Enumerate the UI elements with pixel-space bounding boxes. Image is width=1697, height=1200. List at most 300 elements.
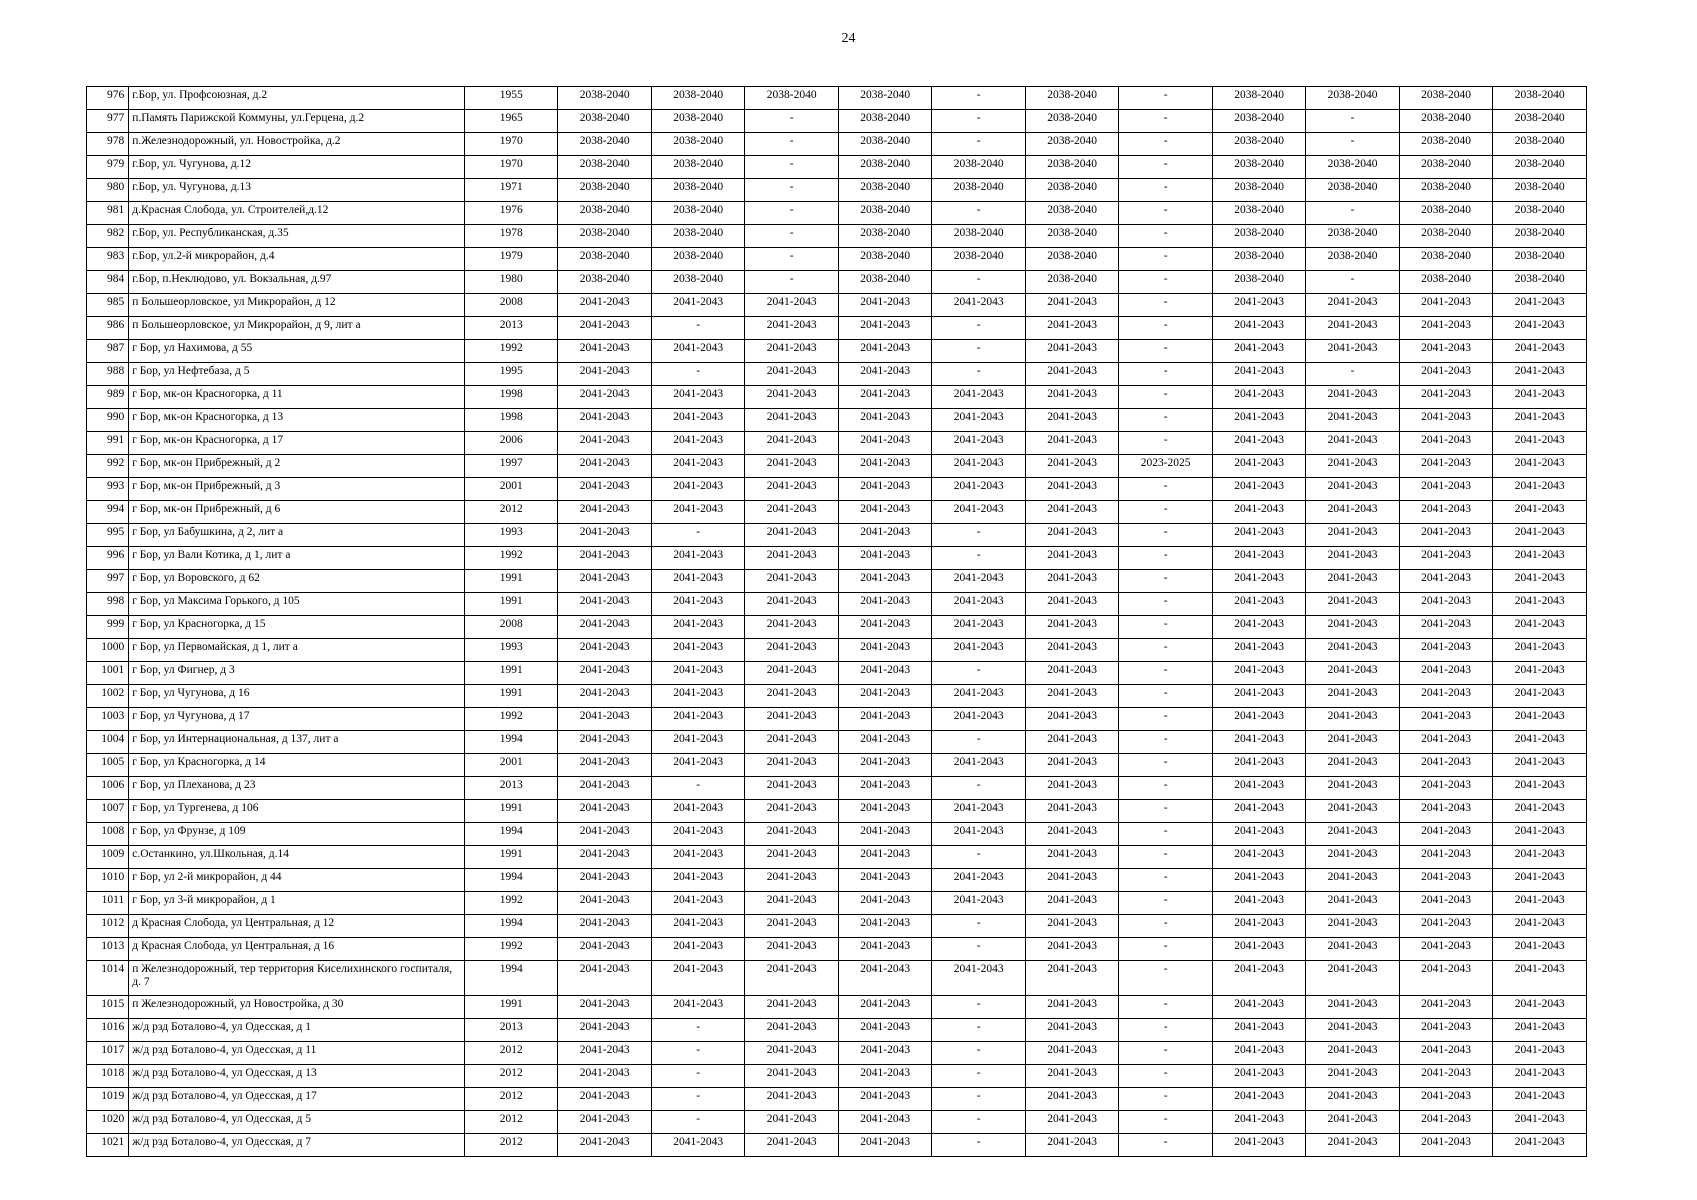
work-period-cell: 2041-2043 [1025, 593, 1118, 616]
work-period-cell: 2041-2043 [932, 616, 1025, 639]
work-period-cell: 2041-2043 [1493, 662, 1587, 685]
year-built-cell: 1994 [465, 823, 558, 846]
work-period-cell: - [1119, 1134, 1212, 1157]
work-period-cell: 2041-2043 [558, 662, 651, 685]
work-period-cell: 2038-2040 [1493, 87, 1587, 110]
address-cell: п.Память Парижской Коммуны, ул.Герцена, д.2 [129, 110, 465, 133]
table-row [87, 777, 1587, 800]
work-period-cell: 2041-2043 [838, 386, 931, 409]
work-period-cell: 2041-2043 [1025, 731, 1118, 754]
address-cell: д Красная Слобода, ул Центральная, д 16 [129, 938, 465, 961]
year-built-cell: 2012 [465, 1134, 558, 1157]
work-period-cell: 2041-2043 [1212, 639, 1305, 662]
work-period-cell: 2041-2043 [1306, 340, 1399, 363]
address-cell: п Большеорловское, ул Микрорайон, д 12 [129, 294, 465, 317]
table-row [87, 869, 1587, 892]
work-period-cell: 2041-2043 [651, 961, 744, 996]
work-period-cell: 2041-2043 [1399, 616, 1492, 639]
work-period-cell: 2041-2043 [838, 777, 931, 800]
row-number-cell: 987 [87, 340, 129, 363]
work-period-cell: 2041-2043 [651, 708, 744, 731]
work-period-cell: - [932, 996, 1025, 1019]
work-period-cell: 2041-2043 [1493, 1019, 1587, 1042]
work-period-cell: - [1119, 271, 1212, 294]
table-row [87, 708, 1587, 731]
work-period-cell: 2038-2040 [1493, 271, 1587, 294]
work-period-cell: - [1119, 708, 1212, 731]
work-period-cell: 2041-2043 [558, 892, 651, 915]
work-period-cell: - [1119, 133, 1212, 156]
work-period-cell: 2038-2040 [1399, 248, 1492, 271]
work-period-cell: 2038-2040 [558, 133, 651, 156]
row-number-cell: 1019 [87, 1088, 129, 1111]
work-period-cell: 2041-2043 [838, 996, 931, 1019]
work-period-cell: 2041-2043 [1025, 823, 1118, 846]
work-period-cell: 2041-2043 [1493, 846, 1587, 869]
work-period-cell: 2041-2043 [1212, 1088, 1305, 1111]
work-period-cell: 2041-2043 [1025, 455, 1118, 478]
table-row [87, 570, 1587, 593]
row-number-cell: 1015 [87, 996, 129, 1019]
work-period-cell: 2041-2043 [558, 363, 651, 386]
work-period-cell: 2038-2040 [932, 225, 1025, 248]
year-built-cell: 2006 [465, 432, 558, 455]
row-number-cell: 995 [87, 524, 129, 547]
work-period-cell: 2038-2040 [838, 202, 931, 225]
work-period-cell: 2041-2043 [745, 996, 838, 1019]
work-period-cell: 2041-2043 [838, 363, 931, 386]
table-row [87, 363, 1587, 386]
page-number: 24 [841, 31, 856, 46]
address-cell: ж/д рзд Боталово-4, ул Одесская, д 13 [129, 1065, 465, 1088]
year-built-cell: 1991 [465, 996, 558, 1019]
table-row [87, 524, 1587, 547]
work-period-cell: - [1119, 1065, 1212, 1088]
work-period-cell: 2038-2040 [1025, 271, 1118, 294]
work-period-cell: 2041-2043 [745, 639, 838, 662]
year-built-cell: 2012 [465, 1088, 558, 1111]
work-period-cell: 2041-2043 [558, 823, 651, 846]
work-period-cell: 2041-2043 [745, 340, 838, 363]
work-period-cell: 2041-2043 [1399, 455, 1492, 478]
work-period-cell: 2038-2040 [558, 179, 651, 202]
year-built-cell: 2012 [465, 1065, 558, 1088]
work-period-cell: - [1119, 225, 1212, 248]
work-period-cell: - [1119, 938, 1212, 961]
work-period-cell: 2041-2043 [1306, 1088, 1399, 1111]
work-period-cell: 2041-2043 [1493, 570, 1587, 593]
work-period-cell: 2041-2043 [1306, 915, 1399, 938]
work-period-cell: 2041-2043 [838, 915, 931, 938]
work-period-cell: 2038-2040 [1025, 133, 1118, 156]
address-cell: г Бор, ул Красногорка, д 15 [129, 616, 465, 639]
work-period-cell: 2041-2043 [651, 754, 744, 777]
work-period-cell: 2041-2043 [1399, 409, 1492, 432]
row-number-cell: 1018 [87, 1065, 129, 1088]
work-period-cell: 2041-2043 [932, 455, 1025, 478]
work-period-cell: 2038-2040 [1493, 202, 1587, 225]
work-period-cell: - [1119, 110, 1212, 133]
work-period-cell: 2041-2043 [1399, 432, 1492, 455]
work-period-cell: 2041-2043 [651, 1134, 744, 1157]
work-period-cell: 2041-2043 [1399, 846, 1492, 869]
work-period-cell: 2041-2043 [558, 1065, 651, 1088]
work-period-cell: 2041-2043 [1025, 800, 1118, 823]
building-schedule-table [86, 86, 1587, 1157]
work-period-cell: 2041-2043 [745, 570, 838, 593]
year-built-cell: 1998 [465, 409, 558, 432]
work-period-cell: 2041-2043 [1025, 1088, 1118, 1111]
work-period-cell: 2038-2040 [1025, 87, 1118, 110]
row-number-cell: 1012 [87, 915, 129, 938]
address-cell: г Бор, ул Красногорка, д 14 [129, 754, 465, 777]
work-period-cell: 2041-2043 [1025, 754, 1118, 777]
work-period-cell: 2041-2043 [1399, 1065, 1492, 1088]
work-period-cell: - [1306, 133, 1399, 156]
row-number-cell: 977 [87, 110, 129, 133]
work-period-cell: - [1119, 731, 1212, 754]
work-period-cell: 2041-2043 [838, 478, 931, 501]
work-period-cell: 2041-2043 [1399, 1134, 1492, 1157]
work-period-cell: 2041-2043 [1212, 1065, 1305, 1088]
year-built-cell: 1955 [465, 87, 558, 110]
row-number-cell: 997 [87, 570, 129, 593]
work-period-cell: - [1119, 1111, 1212, 1134]
work-period-cell: 2041-2043 [1025, 685, 1118, 708]
work-period-cell: - [932, 133, 1025, 156]
work-period-cell: 2041-2043 [1306, 501, 1399, 524]
work-period-cell: 2041-2043 [1306, 1019, 1399, 1042]
work-period-cell: - [1119, 340, 1212, 363]
work-period-cell: 2041-2043 [651, 294, 744, 317]
work-period-cell: - [1119, 1019, 1212, 1042]
work-period-cell: 2041-2043 [932, 501, 1025, 524]
work-period-cell: 2041-2043 [1212, 777, 1305, 800]
work-period-cell: 2041-2043 [838, 593, 931, 616]
work-period-cell: 2041-2043 [651, 869, 744, 892]
work-period-cell: 2041-2043 [558, 294, 651, 317]
work-period-cell: 2041-2043 [745, 524, 838, 547]
work-period-cell: - [651, 317, 744, 340]
work-period-cell: 2041-2043 [558, 386, 651, 409]
work-period-cell: 2041-2043 [1025, 915, 1118, 938]
row-number-cell: 1004 [87, 731, 129, 754]
work-period-cell: 2041-2043 [1493, 386, 1587, 409]
table-row [87, 248, 1587, 271]
work-period-cell: 2041-2043 [1493, 340, 1587, 363]
work-period-cell: 2041-2043 [558, 754, 651, 777]
work-period-cell: 2038-2040 [1399, 133, 1492, 156]
work-period-cell: 2041-2043 [651, 478, 744, 501]
work-period-cell: 2041-2043 [838, 340, 931, 363]
work-period-cell: - [1119, 432, 1212, 455]
year-built-cell: 1994 [465, 915, 558, 938]
year-built-cell: 2001 [465, 478, 558, 501]
year-built-cell: 2012 [465, 1042, 558, 1065]
work-period-cell: 2041-2043 [651, 685, 744, 708]
work-period-cell: 2038-2040 [1212, 225, 1305, 248]
work-period-cell: 2041-2043 [558, 869, 651, 892]
work-period-cell: 2041-2043 [1306, 754, 1399, 777]
row-number-cell: 985 [87, 294, 129, 317]
row-number-cell: 1016 [87, 1019, 129, 1042]
work-period-cell: 2041-2043 [1212, 501, 1305, 524]
work-period-cell: 2041-2043 [1212, 996, 1305, 1019]
work-period-cell: 2041-2043 [1025, 869, 1118, 892]
work-period-cell: 2038-2040 [1493, 110, 1587, 133]
year-built-cell: 1992 [465, 938, 558, 961]
table-row [87, 409, 1587, 432]
work-period-cell: 2041-2043 [745, 685, 838, 708]
work-period-cell: - [745, 133, 838, 156]
work-period-cell: 2041-2043 [838, 570, 931, 593]
work-period-cell: 2038-2040 [838, 271, 931, 294]
table-row [87, 156, 1587, 179]
work-period-cell: 2041-2043 [1212, 846, 1305, 869]
work-period-cell: - [745, 156, 838, 179]
address-cell: г.Бор, ул. Чугунова, д.12 [129, 156, 465, 179]
table-row [87, 179, 1587, 202]
work-period-cell: - [1119, 846, 1212, 869]
year-built-cell: 1979 [465, 248, 558, 271]
work-period-cell: - [932, 547, 1025, 570]
work-period-cell: 2041-2043 [1306, 616, 1399, 639]
table-row [87, 1042, 1587, 1065]
address-cell: г Бор, ул Бабушкина, д 2, лит а [129, 524, 465, 547]
work-period-cell: 2041-2043 [932, 823, 1025, 846]
row-number-cell: 1000 [87, 639, 129, 662]
work-period-cell: 2038-2040 [1493, 156, 1587, 179]
work-period-cell: - [932, 846, 1025, 869]
work-period-cell: 2041-2043 [1025, 708, 1118, 731]
work-period-cell: - [932, 1065, 1025, 1088]
work-period-cell: 2041-2043 [1306, 961, 1399, 996]
table-row [87, 685, 1587, 708]
work-period-cell: - [1119, 1042, 1212, 1065]
work-period-cell: - [1306, 110, 1399, 133]
work-period-cell: 2041-2043 [1306, 1065, 1399, 1088]
row-number-cell: 992 [87, 455, 129, 478]
work-period-cell: 2041-2043 [1025, 996, 1118, 1019]
work-period-cell: 2038-2040 [558, 202, 651, 225]
work-period-cell: 2038-2040 [1025, 156, 1118, 179]
work-period-cell: 2041-2043 [932, 754, 1025, 777]
row-number-cell: 990 [87, 409, 129, 432]
row-number-cell: 978 [87, 133, 129, 156]
work-period-cell: 2041-2043 [1493, 593, 1587, 616]
table-row [87, 915, 1587, 938]
work-period-cell: 2038-2040 [1212, 133, 1305, 156]
work-period-cell: 2041-2043 [838, 662, 931, 685]
work-period-cell: - [932, 202, 1025, 225]
work-period-cell: 2041-2043 [558, 938, 651, 961]
work-period-cell: 2041-2043 [1399, 570, 1492, 593]
address-cell: г Бор, ул Вали Котика, д 1, лит а [129, 547, 465, 570]
work-period-cell: 2041-2043 [838, 1134, 931, 1157]
work-period-cell: 2041-2043 [1025, 409, 1118, 432]
work-period-cell: 2038-2040 [1306, 248, 1399, 271]
work-period-cell: 2041-2043 [932, 409, 1025, 432]
work-period-cell: 2041-2043 [1212, 478, 1305, 501]
work-period-cell: 2041-2043 [838, 685, 931, 708]
work-period-cell: 2041-2043 [932, 892, 1025, 915]
work-period-cell: 2041-2043 [1212, 685, 1305, 708]
work-period-cell: 2041-2043 [932, 593, 1025, 616]
year-built-cell: 1992 [465, 547, 558, 570]
work-period-cell: 2041-2043 [838, 455, 931, 478]
work-period-cell: 2041-2043 [1399, 915, 1492, 938]
work-period-cell: 2041-2043 [1493, 800, 1587, 823]
work-period-cell: 2041-2043 [1493, 996, 1587, 1019]
work-period-cell: 2041-2043 [1025, 1019, 1118, 1042]
work-period-cell: 2041-2043 [651, 455, 744, 478]
work-period-cell: 2041-2043 [1493, 317, 1587, 340]
work-period-cell: - [932, 271, 1025, 294]
address-cell: г Бор, ул Первомайская, д 1, лит а [129, 639, 465, 662]
year-built-cell: 2008 [465, 294, 558, 317]
work-period-cell: 2041-2043 [838, 708, 931, 731]
address-cell: г Бор, мк-он Прибрежный, д 6 [129, 501, 465, 524]
work-period-cell: 2038-2040 [1306, 156, 1399, 179]
work-period-cell: 2041-2043 [745, 1042, 838, 1065]
work-period-cell: 2041-2043 [558, 616, 651, 639]
work-period-cell: - [932, 662, 1025, 685]
work-period-cell: - [651, 1065, 744, 1088]
work-period-cell: 2041-2043 [745, 961, 838, 996]
year-built-cell: 1993 [465, 524, 558, 547]
year-built-cell: 1970 [465, 156, 558, 179]
work-period-cell: 2041-2043 [1212, 1134, 1305, 1157]
row-number-cell: 984 [87, 271, 129, 294]
row-number-cell: 979 [87, 156, 129, 179]
work-period-cell: - [1306, 202, 1399, 225]
table-row [87, 202, 1587, 225]
work-period-cell: 2041-2043 [1493, 1088, 1587, 1111]
table-row [87, 823, 1587, 846]
row-number-cell: 1010 [87, 869, 129, 892]
year-built-cell: 1998 [465, 386, 558, 409]
work-period-cell: 2041-2043 [1306, 869, 1399, 892]
work-period-cell: 2038-2040 [1399, 156, 1492, 179]
work-period-cell: 2041-2043 [1399, 823, 1492, 846]
work-period-cell: 2041-2043 [1306, 409, 1399, 432]
work-period-cell: 2041-2043 [838, 317, 931, 340]
work-period-cell: 2038-2040 [651, 271, 744, 294]
work-period-cell: 2041-2043 [745, 478, 838, 501]
work-period-cell: 2041-2043 [745, 1019, 838, 1042]
table-row [87, 386, 1587, 409]
address-cell: г Бор, ул Тургенева, д 106 [129, 800, 465, 823]
work-period-cell: 2041-2043 [745, 363, 838, 386]
work-period-cell: 2041-2043 [1306, 432, 1399, 455]
work-period-cell: 2041-2043 [1306, 294, 1399, 317]
work-period-cell: 2041-2043 [558, 639, 651, 662]
work-period-cell: 2041-2043 [1025, 501, 1118, 524]
work-period-cell: 2041-2043 [745, 317, 838, 340]
work-period-cell: 2041-2043 [1399, 708, 1492, 731]
work-period-cell: 2041-2043 [651, 892, 744, 915]
year-built-cell: 1971 [465, 179, 558, 202]
work-period-cell: 2038-2040 [1493, 225, 1587, 248]
work-period-cell: - [1119, 317, 1212, 340]
work-period-cell: 2041-2043 [1399, 317, 1492, 340]
work-period-cell: - [1119, 915, 1212, 938]
table-row [87, 133, 1587, 156]
work-period-cell: 2041-2043 [1399, 501, 1492, 524]
work-period-cell: - [1119, 662, 1212, 685]
work-period-cell: 2041-2043 [1306, 639, 1399, 662]
work-period-cell: 2041-2043 [1212, 915, 1305, 938]
year-built-cell: 1992 [465, 708, 558, 731]
year-built-cell: 1995 [465, 363, 558, 386]
work-period-cell: 2041-2043 [1493, 1065, 1587, 1088]
address-cell: п.Железнодорожный, ул. Новостройка, д.2 [129, 133, 465, 156]
row-number-cell: 1021 [87, 1134, 129, 1157]
work-period-cell: 2041-2043 [838, 1088, 931, 1111]
work-period-cell: 2041-2043 [1306, 1111, 1399, 1134]
work-period-cell: 2041-2043 [838, 616, 931, 639]
work-period-cell: 2038-2040 [1025, 179, 1118, 202]
work-period-cell: 2041-2043 [1025, 777, 1118, 800]
table-row [87, 892, 1587, 915]
address-cell: г Бор, ул Чугунова, д 16 [129, 685, 465, 708]
work-period-cell: 2041-2043 [1493, 869, 1587, 892]
work-period-cell: 2041-2043 [1493, 455, 1587, 478]
table-row [87, 1088, 1587, 1111]
work-period-cell: - [932, 1042, 1025, 1065]
row-number-cell: 996 [87, 547, 129, 570]
work-period-cell: - [1119, 961, 1212, 996]
work-period-cell: 2041-2043 [558, 524, 651, 547]
row-number-cell: 1003 [87, 708, 129, 731]
work-period-cell: 2041-2043 [558, 915, 651, 938]
work-period-cell: 2041-2043 [558, 547, 651, 570]
table-row [87, 1019, 1587, 1042]
work-period-cell: 2038-2040 [558, 110, 651, 133]
work-period-cell: 2041-2043 [838, 294, 931, 317]
work-period-cell: 2041-2043 [558, 432, 651, 455]
work-period-cell: 2038-2040 [1493, 179, 1587, 202]
work-period-cell: 2041-2043 [1025, 340, 1118, 363]
work-period-cell: 2041-2043 [558, 501, 651, 524]
table-row [87, 340, 1587, 363]
work-period-cell: 2041-2043 [1306, 800, 1399, 823]
work-period-cell: 2041-2043 [838, 432, 931, 455]
work-period-cell: 2041-2043 [1399, 961, 1492, 996]
work-period-cell: 2041-2043 [745, 777, 838, 800]
work-period-cell: 2041-2043 [1212, 524, 1305, 547]
table-row [87, 662, 1587, 685]
work-period-cell: 2038-2040 [745, 87, 838, 110]
work-period-cell: 2041-2043 [1306, 996, 1399, 1019]
address-cell: г Бор, ул Максима Горького, д 105 [129, 593, 465, 616]
work-period-cell: 2041-2043 [1212, 892, 1305, 915]
work-period-cell: 2041-2043 [1025, 317, 1118, 340]
work-period-cell: 2038-2040 [651, 248, 744, 271]
address-cell: г Бор, мк-он Прибрежный, д 3 [129, 478, 465, 501]
work-period-cell: 2041-2043 [1212, 708, 1305, 731]
address-cell: г Бор, ул Нефтебаза, д 5 [129, 363, 465, 386]
work-period-cell: 2038-2040 [932, 179, 1025, 202]
work-period-cell: 2041-2043 [838, 731, 931, 754]
work-period-cell: 2041-2043 [1025, 662, 1118, 685]
work-period-cell: 2041-2043 [1399, 1019, 1492, 1042]
address-cell: п Железнодорожный, тер территория Киселихинского госпиталя, д. 7 [129, 961, 465, 996]
work-period-cell: - [932, 731, 1025, 754]
work-period-cell: - [1119, 892, 1212, 915]
work-period-cell: 2038-2040 [1212, 110, 1305, 133]
work-period-cell: 2041-2043 [651, 570, 744, 593]
